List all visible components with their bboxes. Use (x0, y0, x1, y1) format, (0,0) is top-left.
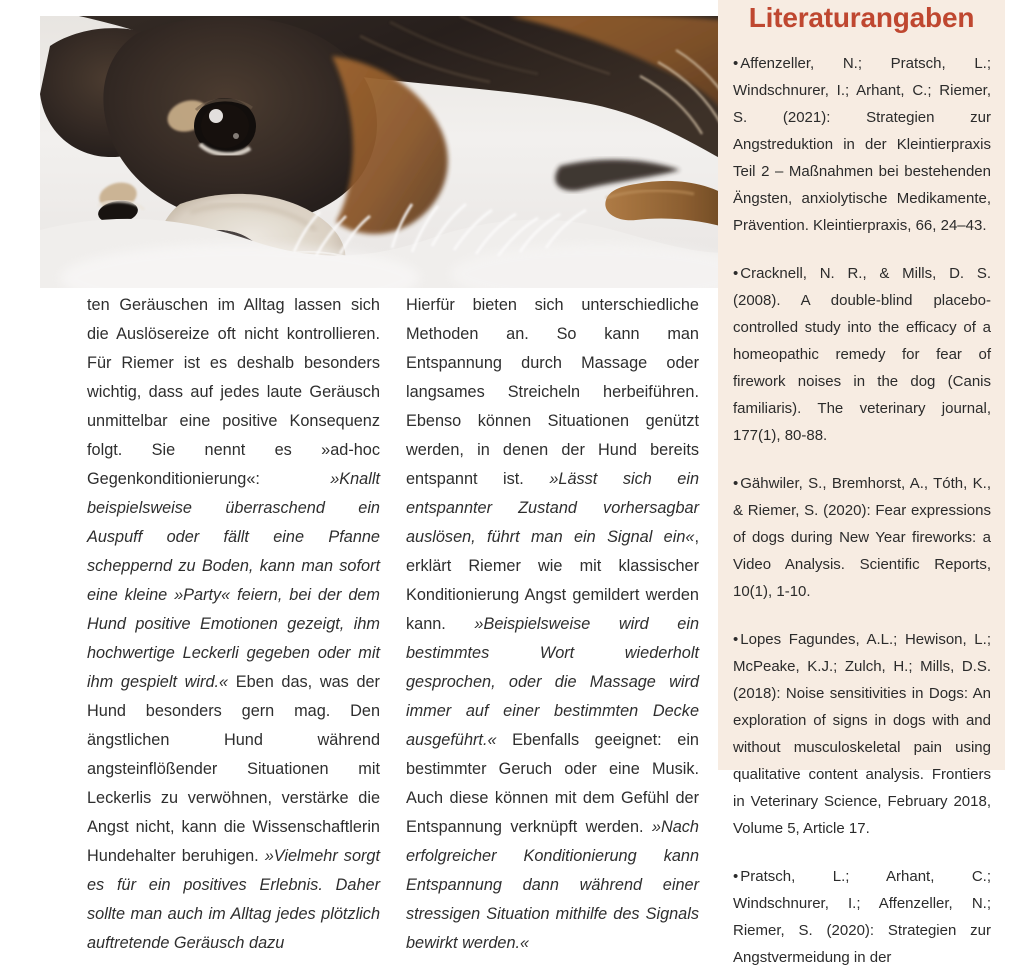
dog-photo-illustration (40, 16, 734, 288)
bullet-icon: • (733, 868, 739, 885)
bullet-icon: • (733, 55, 739, 72)
text-italic-quote: »Beispielsweise wird ein bestimmtes Wort wiederholt gesprochen, oder die Massage wird immer auf einer bestimmten Decke ausgeführt.« (406, 615, 699, 749)
article-column-left (87, 291, 380, 958)
text-italic-quote: »Lässt sich ein entspannter Zustand vorhersagbar auslösen, führt man ein Signal ein« (406, 470, 700, 546)
reference-text: Lopes Fagundes, A.L.; Hewison, L.; McPeake, K.J.; Zulch, H.; Mills, D.S. (2018): Noise sensitivities in Dogs: An exploration of signs in dogs with and without musculoskeletal pain using qualitative content analysis. Frontiers in Veterinary Science, February 2018, Volume 5, Article 17. (733, 631, 991, 837)
text-italic-quote: »Vielmehr sorgt es für ein positives Erlebnis. Daher sollte man auch im Alltag jedes plötzlich auftretende Geräusch dazu (87, 847, 380, 952)
reference-item (733, 50, 991, 239)
article-column-middle (406, 291, 699, 958)
reference-item (733, 470, 991, 605)
bullet-icon: • (733, 475, 739, 492)
reference-item (733, 260, 991, 449)
reference-text: Pratsch, L.; Arhant, C.; Windschnurer, I.; Affenzeller, N.; Riemer, S. (2020): Strategien zur Angstvermeidung in der (733, 868, 991, 966)
bullet-icon: • (733, 631, 739, 648)
text-roman: Hierfür bieten sich unterschiedliche Methoden an. So kann man Entspannung durch Massage oder langsames Streicheln herbeiführen. Ebenso können Situationen genützt werden, in denen der Hund bereits entspannt ist. (406, 296, 699, 488)
sidebar-title: Literaturangaben (748, 2, 975, 33)
text-italic-quote: »Nach erfolgreicher Konditionierung kann Entspannung dann während einer stressigen Situation mithilfe des Signals bewirkt werden.« (406, 818, 699, 952)
article-paragraph (406, 291, 699, 958)
reference-text: Gähwiler, S., Bremhorst, A., Tóth, K., & Riemer, S. (2020): Fear expressions of dogs during New Year fireworks: a Video Analysis. Scientific Reports, 10(1), 1-10. (733, 475, 991, 600)
reference-item (733, 863, 991, 971)
text-roman: , erklärt Riemer wie mit klassischer Konditionierung Angst gemildert werden kann. (406, 528, 699, 633)
bullet-icon: • (733, 265, 739, 282)
literature-sidebar (718, 0, 1005, 966)
text-italic-quote: »Knallt beispielsweise überraschend ein Auspuff oder fällt eine Pfanne scheppernd zu Boden, kann man sofort eine kleine »Party« feiern, bei der dem Hund positive Emotionen gezeigt, ihm hochwertige Leckerli gegeben oder mit ihm gespielt wird.« (87, 470, 380, 691)
reference-item (733, 626, 991, 842)
reference-text: Affenzeller, N.; Pratsch, L.; Windschnurer, I.; Arhant, C.; Riemer, S. (2021): Strategien zur Angstreduktion in der Kleintierpraxis Teil 2 – Maßnahmen bei bestehenden Ängsten, anxiolytische Medikamente, Prävention. Kleintierpraxis, 66, 24–43. (733, 55, 991, 234)
reference-list (718, 50, 1005, 971)
text-roman: Ebenfalls geeignet: ein bestimmter Geruch oder eine Musik. Auch diese können mit dem Gefühl der Entspannung verknüpft werden. (406, 731, 699, 836)
article-paragraph (87, 291, 380, 958)
text-roman: Eben das, was der Hund besonders gern mag. Den ängstlichen Hund während angsteinflößender Situationen mit Leckerlis zu verwöhnen, verstärke die Angst nicht, kann die Wissenschaftlerin Hundehalter beruhigen. (87, 673, 380, 865)
article-photo (40, 16, 734, 288)
text-roman: ten Geräuschen im Alltag lassen sich die Auslösereize oft nicht kontrollieren. Für Riemer ist es deshalb besonders wichtig, dass auf jedes laute Geräusch unmittelbar eine positive Konsequenz folgt. Sie nennt es »ad-hoc Gegenkonditionierung«: (87, 296, 380, 488)
reference-text: Cracknell, N. R., & Mills, D. S. (2008). A double-blind placebo-controlled study into the efficacy of a homeopathic remedy for fear of firework noises in the dog (Canis familiaris). The veterinary journal, 177(1), 80-88. (733, 265, 991, 444)
